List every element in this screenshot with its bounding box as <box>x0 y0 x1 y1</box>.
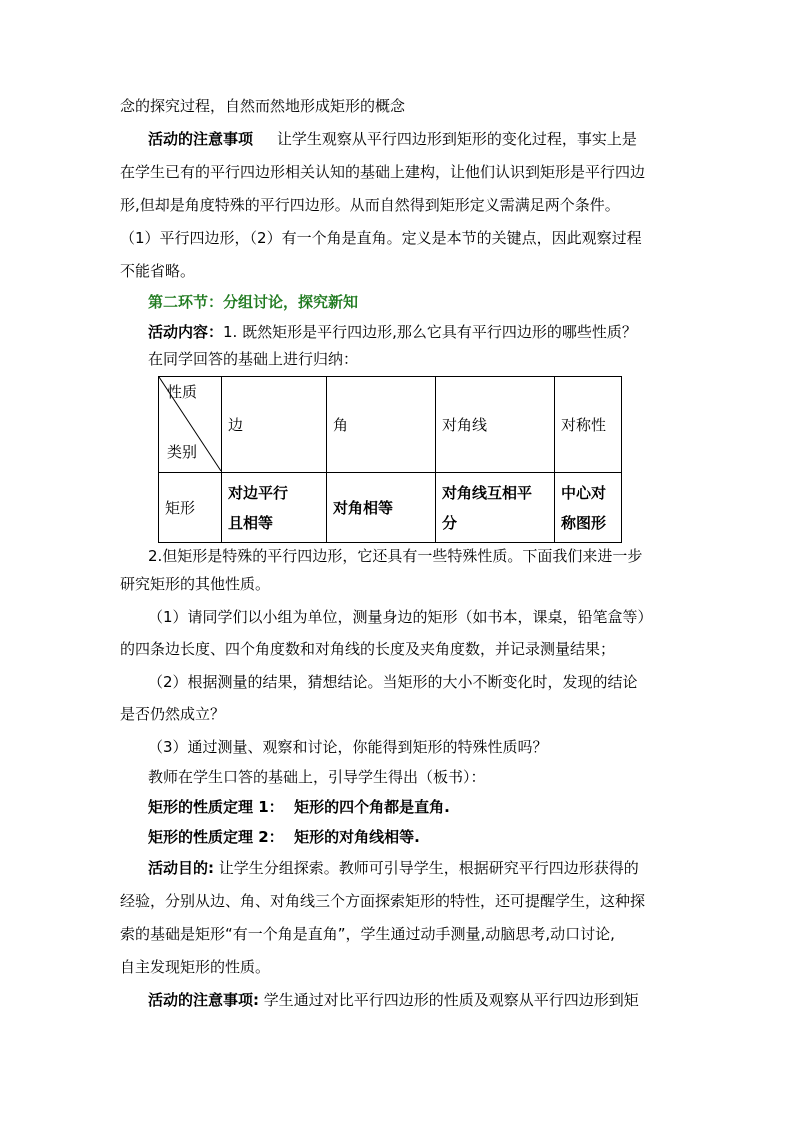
cell-text: 且相等 <box>228 513 274 532</box>
table-cell <box>327 473 436 543</box>
paragraph-line: 索的基础是矩形“有一个角是直角”，学生通过动手测量,动脑思考,动口讨论, <box>120 925 615 943</box>
paragraph-line: 不能省略。 <box>120 262 196 280</box>
table-header-row <box>159 377 622 473</box>
header-cell: 对称性 <box>555 377 622 473</box>
paragraph-line: （1）平行四边形，（2）有一个角是直角。定义是本节的关键点，因此观察过程 <box>120 229 642 247</box>
cell-text: 对角相等 <box>333 498 394 517</box>
properties-table <box>158 376 622 543</box>
note-label: 活动的注意事项 <box>148 130 254 148</box>
theorem-label: 矩形的性质定理 1： <box>148 798 284 816</box>
note-text: 学生通过对比平行四边形的性质及观察从平行四边形到矩 <box>263 991 639 1009</box>
paragraph-line: （1）请同学们以小组为单位，测量身边的矩形（如书本，课桌，铅笔盒等） <box>148 608 653 626</box>
header-cell: 边 <box>222 377 327 473</box>
paragraph-line: 研究矩形的其他性质。 <box>120 575 271 593</box>
paragraph-line: 2.但矩形是特殊的平行四边形，它还具有一些特殊性质。下面我们来进一步 <box>148 547 643 565</box>
activity-content-text: 1. 既然矩形是平行四边形,那么它具有平行四边形的哪些性质？ <box>223 323 637 341</box>
cell-text: 中心对 <box>561 483 607 502</box>
cell-text: 对边平行 <box>228 483 289 502</box>
row-label-cell: 矩形 <box>159 473 222 543</box>
theorem-label: 矩形的性质定理 2： <box>148 828 284 846</box>
paragraph-line: 在同学回答的基础上进行归纳： <box>148 350 359 368</box>
theorem-text: 矩形的四个角都是直角. <box>294 798 450 816</box>
paragraph-line <box>148 858 676 878</box>
paragraph-line: （2）根据测量的结果，猜想结论。当矩形的大小不断变化时，发现的结论 <box>148 673 638 691</box>
paragraph-line: 的四条边长度、四个角度数和对角线的长度及夹角度数，并记录测量结果； <box>120 640 616 658</box>
cell-text: 称图形 <box>561 513 607 532</box>
note-label: 活动的注意事项: <box>148 991 259 1009</box>
paragraph-line: 是否仍然成立？ <box>120 705 226 723</box>
table-row <box>159 473 622 543</box>
table-cell <box>222 473 327 543</box>
header-cell: 对角线 <box>436 377 555 473</box>
paragraph-line <box>148 990 676 1010</box>
note-text: 让学生观察从平行四边形到矩形的变化过程，事实上是 <box>276 130 637 148</box>
theorem-line <box>148 797 676 817</box>
section-heading: 第二环节：分组讨论，探究新知 <box>148 293 359 311</box>
cell-text: 分 <box>442 513 458 532</box>
paragraph-line: （3）通过测量、观察和讨论，你能得到矩形的特殊性质吗？ <box>148 738 548 756</box>
activity-goal-text: 让学生分组探索。教师可引导学生，根据研究平行四边形获得的 <box>218 859 639 877</box>
paragraph-line <box>148 129 676 149</box>
table-cell <box>555 473 622 543</box>
theorem-line <box>148 827 676 847</box>
paragraph-line: 在学生已有的平行四边形相关认知的基础上建构，让他们认识到矩形是平行四边 <box>120 163 646 181</box>
header-cell: 角 <box>327 377 436 473</box>
paragraph-line <box>148 322 676 342</box>
activity-goal-label: 活动目的: <box>148 859 214 877</box>
activity-content-label: 活动内容： <box>148 323 224 341</box>
corner-top-label: 性质 <box>167 383 198 401</box>
paragraph-line: 念的探究过程，自然而然地形成矩形的概念 <box>120 97 406 115</box>
table-cell <box>436 473 555 543</box>
paragraph-line: 形,但却是角度特殊的平行四边形。从而自然得到矩形定义需满足两个条件。 <box>120 196 620 214</box>
theorem-text: 矩形的对角线相等. <box>294 828 420 846</box>
paragraph-line: 教师在学生口答的基础上，引导学生得出（板书）： <box>148 768 486 786</box>
paragraph-line: 自主发现矩形的性质。 <box>120 958 271 976</box>
corner-bottom-label: 类别 <box>167 443 198 461</box>
paragraph-line: 经验，分别从边、角、对角线三个方面探索矩形的特性，还可提醒学生，这种探 <box>120 892 646 910</box>
table-corner-cell <box>159 377 222 473</box>
cell-text: 对角线互相平 <box>442 483 533 502</box>
